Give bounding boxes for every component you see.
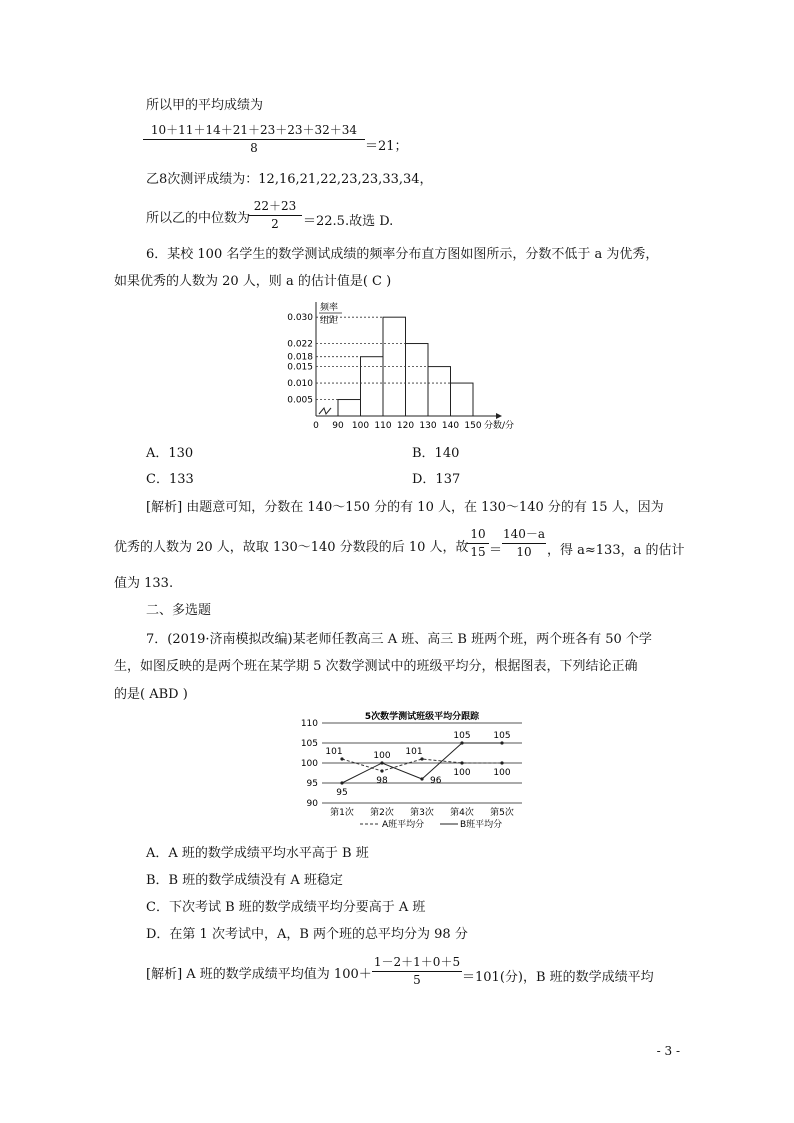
fraction-numerator: 140－a — [502, 527, 546, 541]
point-b — [340, 781, 343, 784]
solution-line: 值为 133. — [114, 576, 174, 591]
question-7-line1: 7．(2019·济南模拟改编)某老师任教高三 A 班、高三 B 班两个班，两个班各有 50 个学 — [146, 632, 652, 647]
point-a — [500, 761, 503, 764]
y-tick-label: 110 — [300, 719, 318, 729]
solution-text: ＝101(分)，B 班的数学成绩平均 — [462, 970, 654, 985]
histogram-bar — [361, 357, 384, 416]
text-line: 所以甲的平均成绩为 — [146, 98, 264, 113]
question-7-line2: 生，如图反映的是两个班在某学期 5 次数学测试中的班级平均分，根据图表，下列结论正确 — [114, 659, 638, 674]
data-label-b: 105 — [453, 731, 471, 741]
y-tick-label: 90 — [306, 799, 318, 809]
y-tick-label: 0.005 — [287, 395, 313, 406]
solution-line: [解析] A 班的数学成绩平均值为 100＋ — [146, 967, 372, 982]
y-tick-label: 0.018 — [287, 352, 313, 363]
point-b — [420, 777, 423, 780]
y-tick-label: 0.015 — [287, 362, 313, 373]
histogram-bar — [428, 367, 451, 416]
fraction-denominator: 15 — [470, 545, 486, 559]
data-label-a: 101 — [405, 747, 423, 757]
data-label-b: 96 — [430, 776, 442, 786]
x-tick-label: 90 — [332, 421, 344, 430]
option-d: D．137 — [412, 472, 461, 487]
x-tick-label: 100 — [351, 421, 370, 430]
y-tick-label: 105 — [300, 739, 318, 749]
question-6-line2: 如果优秀的人数为 20 人，则 a 的估计值是( C ) — [114, 274, 392, 289]
data-label-b: 95 — [336, 788, 348, 798]
section-heading: 二、多选题 — [146, 603, 212, 618]
data-label-a: 100 — [453, 768, 471, 778]
x-tick-label: 第3次 — [410, 808, 434, 818]
option-c: C．下次考试 B 班的数学成绩平均分要高于 A 班 — [146, 900, 426, 915]
x-tick-label: 140 — [441, 421, 460, 430]
y-tick-label: 0.030 — [287, 313, 313, 324]
y-axis-label-top: 频率 — [320, 303, 339, 313]
x-tick-label: 第5次 — [490, 808, 514, 818]
axis-break-mark — [319, 408, 331, 414]
data-label-a: 101 — [325, 747, 343, 757]
fraction-ratio — [502, 527, 546, 560]
fraction-numerator: 10＋11＋14＋21＋23＋23＋32＋34 — [150, 123, 358, 137]
x-tick-label: 0 — [313, 421, 319, 430]
point-a — [340, 757, 343, 760]
histogram-bar — [451, 383, 474, 416]
option-b: B．B 班的数学成绩没有 A 班稳定 — [146, 873, 343, 888]
x-tick-label: 第1次 — [330, 808, 354, 818]
histogram-bar — [406, 344, 429, 416]
option-b: B．140 — [412, 446, 460, 461]
line-chart — [290, 710, 530, 835]
x-tick-label: 130 — [419, 421, 437, 430]
fraction-denominator: 8 — [250, 141, 258, 155]
equals-sign: ＝ — [489, 543, 503, 558]
question-7-line3: 的是( ABD ) — [114, 687, 188, 702]
series-line-a — [342, 759, 502, 771]
fraction-result: ＝22.5.故选 D. — [303, 214, 394, 229]
point-b — [460, 741, 463, 744]
solution-line: 优秀的人数为 20 人，故取 130～140 分数段的后 10 人，故 — [114, 540, 469, 555]
x-tick-label: 第4次 — [450, 808, 474, 818]
x-tick-label: 110 — [374, 421, 392, 430]
legend-label-b: B班平均分 — [460, 820, 503, 830]
question-6-line1: 6．某校 100 名学生的数学测试成绩的频率分布直方图如图所示，分数不低于 a 为优秀， — [146, 247, 659, 262]
data-label-a: 98 — [376, 776, 388, 786]
option-a: A．130 — [146, 446, 194, 461]
option-d: D．在第 1 次考试中，A，B 两个班的总平均分为 98 分 — [146, 927, 468, 942]
solution-line: [解析] 由题意可知，分数在 140～150 分的有 10 人，在 130～140 分的有 15 人，因为 — [146, 500, 664, 515]
x-tick-label: 150 — [464, 421, 482, 430]
fraction-numerator: 22＋23 — [253, 199, 297, 213]
fraction-median — [248, 199, 302, 232]
fraction-denominator: 2 — [271, 217, 279, 231]
solution-text: ，得 a≈133，a 的估计 — [547, 543, 685, 558]
fraction-result: ＝21； — [365, 139, 408, 154]
chart-title: 5次数学测试班级平均分跟踪 — [364, 712, 480, 722]
y-axis-label-bottom: 组距 — [320, 316, 339, 326]
data-label-b: 105 — [493, 731, 511, 741]
x-tick-label: 第2次 — [370, 808, 394, 818]
x-axis-arrow — [496, 413, 502, 419]
x-tick-label: 120 — [396, 421, 415, 430]
option-a: A．A 班的数学成绩平均水平高于 B 班 — [146, 846, 369, 861]
fraction-denominator: 10 — [516, 545, 532, 559]
fraction-average — [372, 955, 462, 988]
y-tick-label: 0.022 — [287, 339, 313, 350]
fraction-jia-average — [143, 123, 365, 156]
histogram-bar — [383, 317, 406, 416]
y-tick-label: 95 — [306, 779, 318, 789]
y-tick-label: 100 — [300, 759, 318, 769]
legend-label-a: A班平均分 — [382, 820, 425, 830]
point-a — [420, 757, 423, 760]
fraction-ratio — [467, 527, 489, 560]
y-tick-label: 0.010 — [287, 379, 313, 390]
point-b — [380, 761, 383, 764]
page-number: - 3 - — [656, 1044, 680, 1058]
point-a — [380, 769, 383, 772]
point-a — [460, 761, 463, 764]
data-label-a: 100 — [493, 768, 511, 778]
text-line: 所以乙的中位数为 — [146, 211, 251, 226]
data-label-b: 100 — [373, 751, 391, 761]
fraction-numerator: 10 — [470, 527, 486, 541]
option-c: C．133 — [146, 472, 194, 487]
text-line: 乙8次测评成绩为：12,16,21,22,23,23,33,34， — [146, 172, 433, 187]
fraction-numerator: 1－2＋1＋0＋5 — [373, 955, 461, 969]
point-b — [500, 741, 503, 744]
histogram-bar — [338, 400, 361, 416]
histogram-chart — [270, 300, 520, 430]
fraction-denominator: 5 — [413, 973, 421, 987]
x-axis-label: 分数/分 — [483, 421, 515, 430]
